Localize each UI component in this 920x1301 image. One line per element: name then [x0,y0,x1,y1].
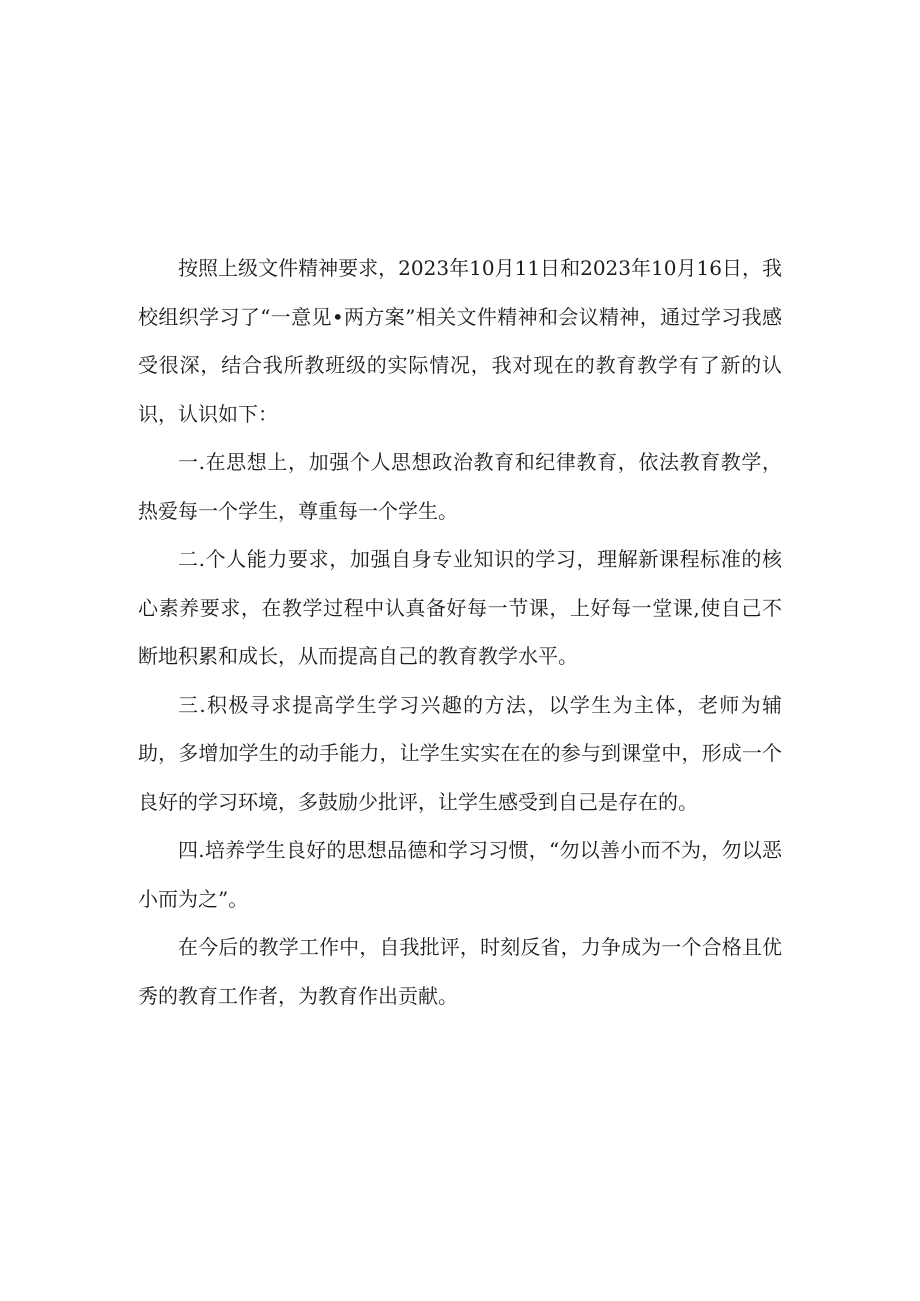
paragraph-intro: 按照上级文件精神要求，2023年10月11日和2023年10月16日，我校组织学习了“一意见•两方案”相关文件精神和会议精神，通过学习我感受很深，结合我所教班级的实际情况，我对现在的教育教学有了新的认识，认识如下： [138,256,782,426]
paragraph-conclusion: 在今后的教学工作中，自我批评，时刻反省，力争成为一个合格且优秀的教育工作者，为教育作出贡献。 [138,935,782,1008]
paragraph-point-2: 二.个人能力要求，加强自身专业知识的学习，理解新课程标准的核心素养要求，在教学过程中认真备好每一节课，上好每一堂课,使自己不断地积累和成长，从而提高自己的教育教学水平。 [138,547,782,668]
paragraph-point-4: 四.培养学生良好的思想品德和学习习惯，“勿以善小而不为，勿以恶小而为之”。 [138,838,782,911]
paragraph-point-3: 三.积极寻求提高学生学习兴趣的方法，以学生为主体，老师为辅助，多增加学生的动手能力，让学生实实在在的参与到课堂中，形成一个良好的学习环境，多鼓励少批评，让学生感受到自己是存在的。 [138,692,782,814]
paragraph-point-1: 一.在思想上，加强个人思想政治教育和纪律教育，依法教育教学，热爱每一个学生，尊重每一个学生。 [138,450,782,523]
document-body [138,244,782,1020]
